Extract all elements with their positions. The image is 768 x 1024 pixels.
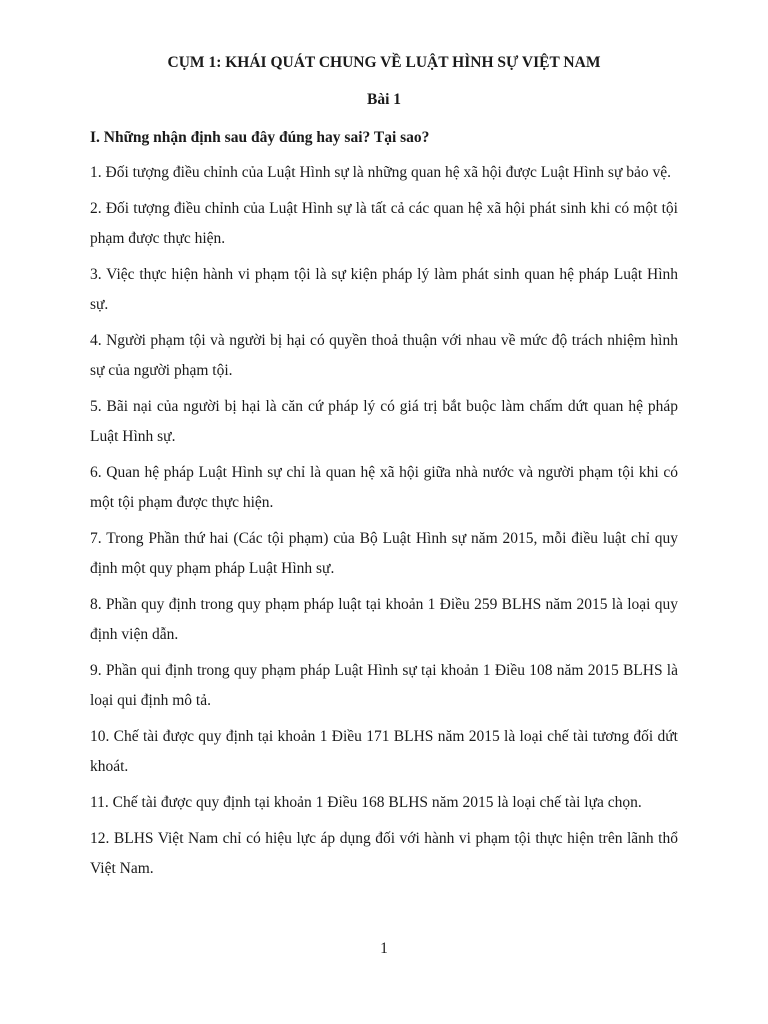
question-item: 4. Người phạm tội và người bị hại có quyền thoả thuận với nhau về mức độ trách nhiệm hình sự của người phạm tội.: [90, 332, 678, 379]
lesson-title: Bài 1: [366, 91, 402, 108]
section-heading: I. Những nhận định sau đây đúng hay sai? Tại sao?: [90, 129, 430, 146]
question-item: 5. Bãi nại của người bị hại là căn cứ pháp lý có giá trị bắt buộc làm chấm dứt quan hệ pháp Luật Hình sự.: [90, 398, 678, 445]
question-item: 1. Đối tượng điều chỉnh của Luật Hình sự là những quan hệ xã hội được Luật Hình sự bảo vệ.: [90, 164, 671, 181]
question-item: 7. Trong Phần thứ hai (Các tội phạm) của Bộ Luật Hình sự năm 2015, mỗi điều luật chỉ quy định một quy phạm pháp Luật Hình sự.: [90, 530, 678, 577]
question-item: 9. Phần qui định trong quy phạm pháp Luật Hình sự tại khoản 1 Điều 108 năm 2015 BLHS là loại qui định mô tả.: [90, 662, 678, 709]
question-item: 11. Chế tài được quy định tại khoản 1 Điều 168 BLHS năm 2015 là loại chế tài lựa chọn.: [90, 794, 642, 811]
question-item: 6. Quan hệ pháp Luật Hình sự chỉ là quan hệ xã hội giữa nhà nước và người phạm tội khi có một tội phạm được thực hiện.: [90, 464, 678, 511]
document-title: CỤM 1: KHÁI QUÁT CHUNG VỀ LUẬT HÌNH SỰ VIỆT NAM: [167, 54, 601, 71]
question-item: 3. Việc thực hiện hành vi phạm tội là sự kiện pháp lý làm phát sinh quan hệ pháp Luật Hình sự.: [90, 266, 678, 313]
question-list: [90, 158, 678, 890]
question-item: 2. Đối tượng điều chỉnh của Luật Hình sự là tất cả các quan hệ xã hội phát sinh khi có một tội phạm được thực hiện.: [90, 200, 678, 247]
question-item: 8. Phần quy định trong quy phạm pháp luật tại khoản 1 Điều 259 BLHS năm 2015 là loại quy định viện dẫn.: [90, 596, 678, 643]
question-item: 10. Chế tài được quy định tại khoản 1 Điều 171 BLHS năm 2015 là loại chế tài tương đối dứt khoát.: [90, 728, 678, 775]
question-item: 12. BLHS Việt Nam chỉ có hiệu lực áp dụng đối với hành vi phạm tội thực hiện trên lãnh thổ Việt Nam.: [90, 830, 678, 877]
page-number: 1: [380, 940, 388, 957]
